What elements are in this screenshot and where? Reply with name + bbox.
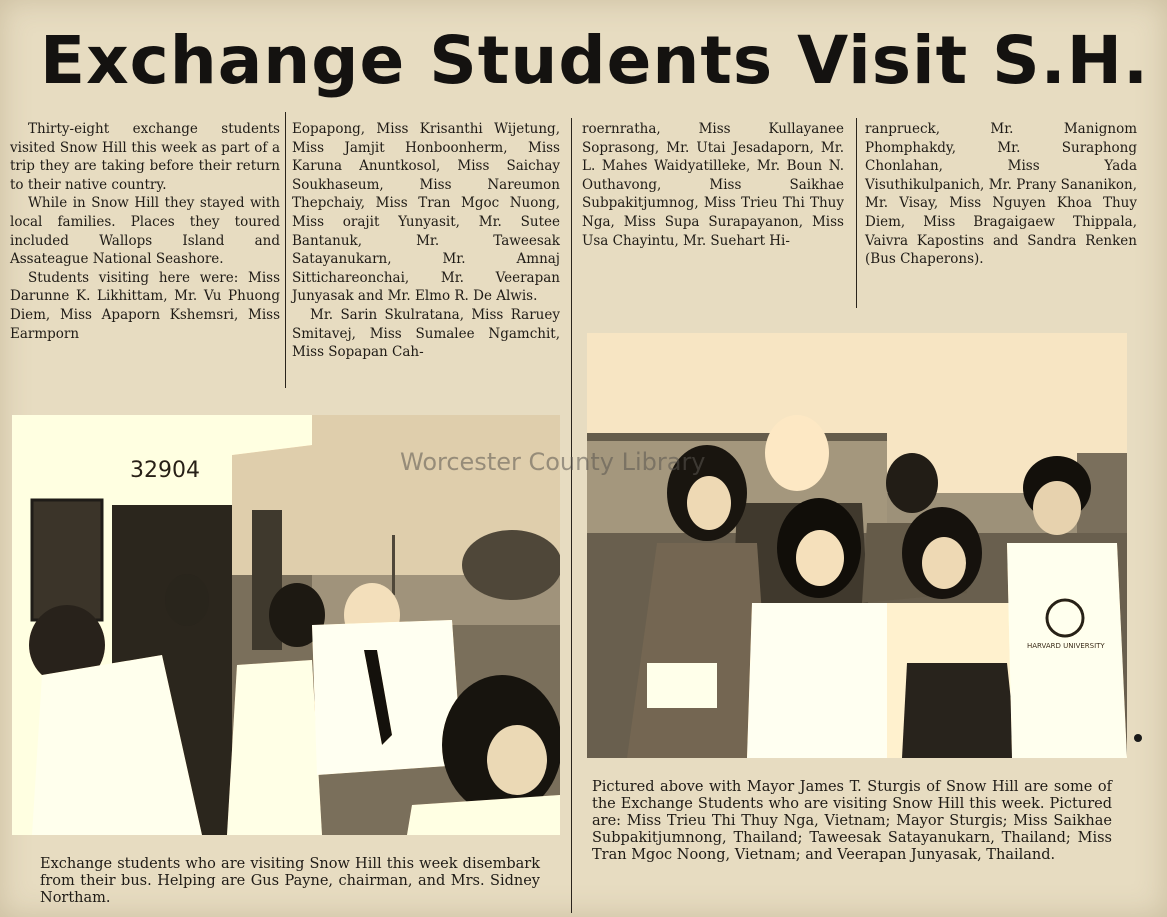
bus-photo [12, 415, 560, 835]
paragraph: Thirty-eight exchange students visited Snow Hill this week as part of a trip they are taking before their return to their native country. [10, 121, 280, 193]
column-rule [285, 112, 286, 388]
paragraph: roernratha, Miss Kullayanee Soprasong, Mr. Utai Jesadaporn, Mr. L. Mahes Waidyatilleke, Mr. Boun N. Outhavong, Miss Saikhae Subpakitjumnog, Miss Trieu Thi Thuy Nga, Miss Supa Surapayanon, Miss Usa Chayintu, Mr. Suehart Hi- [582, 121, 844, 249]
paragraph: While in Snow Hill they stayed with local families. Places they toured included Wallops Island and Assateague National Seashore. [10, 195, 280, 268]
paragraph: Eopapong, Miss Krisanthi Wijetung, Miss Jamjit Honboonherm, Miss Karuna Anuntkosol, Miss Saichay Soukhaseum, Miss Nareumon Thepchaiy, Miss Tran Mgoc Nuong, Miss orajit Yunyasit, Mr. Sutee Bantanuk, Mr. Taweesak Satayanukarn, Mr. Amnaj Sitticharеonchai, Mr. Veerapan Junyasak and Mr. Elmo R. De Alwis. [292, 121, 560, 305]
bus-photo-image [12, 415, 560, 835]
bus-number: 32904 [130, 458, 200, 483]
column-rule [571, 118, 572, 913]
shirt-text: HARVARD UNIVERSITY [1027, 642, 1105, 650]
column-rule [856, 118, 857, 308]
paragraph: Students visiting here were: Miss Darunne K. Likhittam, Mr. Vu Phuong Diem, Miss Apaporn Kshemsri, Miss Earmporn [10, 269, 280, 342]
group-photo-image [587, 333, 1127, 758]
article-column-2 [292, 120, 560, 362]
bus-photo-caption: Exchange students who are visiting Snow Hill this week disembark from their bus. Helping are Gus Payne, chairman, and Mrs. Sidney Northam. [40, 856, 540, 906]
group-photo [587, 333, 1127, 758]
paragraph: ranprueck, Mr. Manignom Phomphakdy, Mr. Suraphong Chonlahan, Miss Yada Visuthikulpanich, Mr. Prany Sananikon, Mr. Visay, Miss Nguyen Khoa Thuy Diem, Miss Bragaigaew Thippala, Vaivra Kapostins and Sandra Renken (Bus Chaperons). [865, 121, 1137, 268]
headline: Exchange Students Visit S.H. [40, 22, 1150, 99]
article-column-1 [10, 120, 280, 343]
library-watermark: Worcester County Library [400, 448, 706, 476]
group-photo-caption: Pictured above with Mayor James T. Sturgis of Snow Hill are some of the Exchange Students who are visiting Snow Hill this week. Pictured are: Miss Trieu Thi Thuy Nga, Vietnam; Mayor Sturgis; Miss Saikhae Subpakitjumnong, Thailand; Taweesak Satayanukarn, Thailand; Miss Tran Mgoc Noong, Vietnam; and Veerapan Junyasak, Thailand. [592, 779, 1112, 863]
article-column-3 [582, 120, 844, 250]
bullet-mark [1134, 734, 1142, 742]
paragraph: Mr. Sarin Skulratana, Miss Raruey Smitavej, Miss Sumalee Ngamchit, Miss Sopapan Cah- [292, 306, 560, 361]
article-column-4 [865, 120, 1137, 269]
